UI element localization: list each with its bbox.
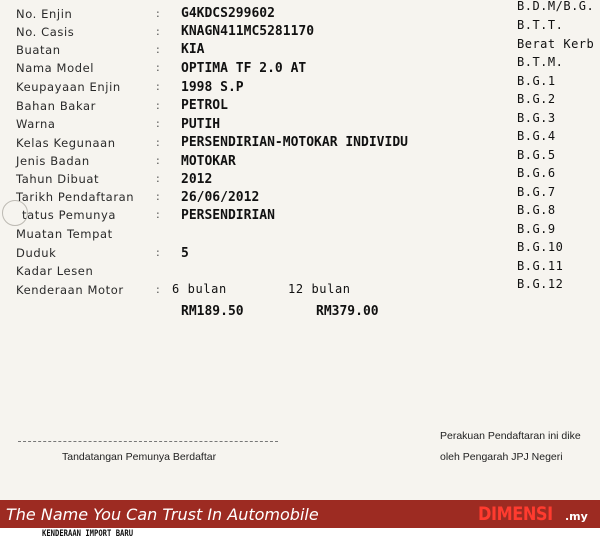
license-period-12: 12 bulan (288, 282, 351, 296)
right-label: B.G.3 (517, 111, 556, 125)
label-fuel: Bahan Bakar (16, 99, 96, 113)
colon: : (156, 7, 160, 20)
value-engine-capacity: 1998 S.P (181, 80, 244, 95)
label-motor-vehicle: Kenderaan Motor (16, 283, 124, 297)
colon: : (156, 154, 160, 167)
right-label: B.G.10 (517, 240, 564, 254)
label-chassis-no: No. Casis (16, 25, 75, 39)
right-label: B.G.5 (517, 148, 556, 162)
colon: : (156, 99, 160, 112)
license-fee-6: RM189.50 (181, 304, 244, 319)
license-period-6: 6 bulan (172, 282, 227, 296)
right-label: B.G.6 (517, 166, 556, 180)
right-label: B.G.4 (517, 129, 556, 143)
label-license-rate: Kadar Lesen (16, 264, 94, 278)
value-chassis-no: KNAGN411MC5281170 (181, 24, 315, 39)
label-make: Buatan (16, 43, 61, 57)
label-model: Nama Model (16, 61, 95, 75)
label-owner-status: tatus Pemunya (22, 208, 117, 222)
value-usage-class: PERSENDIRIAN-MOTOKAR INDIVIDU (181, 135, 408, 150)
right-label: B.D.M/B.G. (517, 0, 595, 13)
value-registration-date: 26/06/2012 (181, 190, 260, 205)
declaration-line-2: oleh Pengarah JPJ Negeri (440, 451, 563, 463)
colon: : (156, 43, 160, 56)
right-label: B.G.12 (517, 277, 564, 291)
declaration-line-1: Perakuan Pendaftaran ini dike (440, 430, 581, 442)
right-label: B.G.11 (517, 259, 564, 273)
label-registration-date: Tarikh Pendaftaran (16, 190, 135, 204)
value-year: 2012 (181, 172, 213, 187)
value-engine-no: G4KDCS299602 (181, 6, 275, 21)
value-color: PUTIH (181, 117, 221, 132)
signature-label: Tandatangan Pemunya Berdaftar (62, 451, 217, 463)
value-model: OPTIMA TF 2.0 AT (181, 61, 307, 76)
label-seats: Duduk (16, 246, 57, 260)
colon: : (156, 61, 160, 74)
label-engine-no: No. Enjin (16, 7, 73, 21)
value-make: KIA (181, 42, 205, 57)
label-color: Warna (16, 117, 56, 131)
label-engine-capacity: Keupayaan Enjin (16, 80, 121, 94)
right-label: B.T.M. (517, 55, 564, 69)
colon: : (156, 117, 160, 130)
right-label: B.G.7 (517, 185, 556, 199)
colon: : (156, 80, 160, 93)
label-year: Tahun Dibuat (16, 172, 100, 186)
banner-slogan: The Name You Can Trust In Automobile (6, 505, 319, 524)
colon: : (156, 246, 160, 259)
right-label: B.G.2 (517, 92, 556, 106)
colon: : (156, 190, 160, 203)
signature-line (18, 441, 278, 442)
value-body-type: MOTOKAR (181, 154, 236, 169)
dimensi-logo-tld: .my (565, 510, 588, 523)
colon: : (156, 208, 160, 221)
value-fuel: PETROL (181, 98, 228, 113)
value-owner-status: PERSENDIRIAN (181, 208, 275, 223)
value-seats: 5 (181, 246, 189, 261)
right-label: B.G.9 (517, 222, 556, 236)
colon: : (156, 172, 160, 185)
colon: : (156, 283, 160, 296)
right-label: B.G.1 (517, 74, 556, 88)
label-usage-class: Kelas Kegunaan (16, 136, 116, 150)
right-label: Berat Kerb (517, 37, 595, 51)
right-label: B.T.T. (517, 18, 564, 32)
right-label: B.G.8 (517, 203, 556, 217)
colon: : (156, 25, 160, 38)
label-body-type: Jenis Badan (16, 154, 90, 168)
dimensi-logo: DIMENSI (478, 503, 553, 525)
colon: : (156, 136, 160, 149)
license-fee-12: RM379.00 (316, 304, 379, 319)
footer-text: KENDERAAN IMPORT BARU (42, 529, 134, 539)
label-seating: Muatan Tempat (16, 227, 113, 241)
